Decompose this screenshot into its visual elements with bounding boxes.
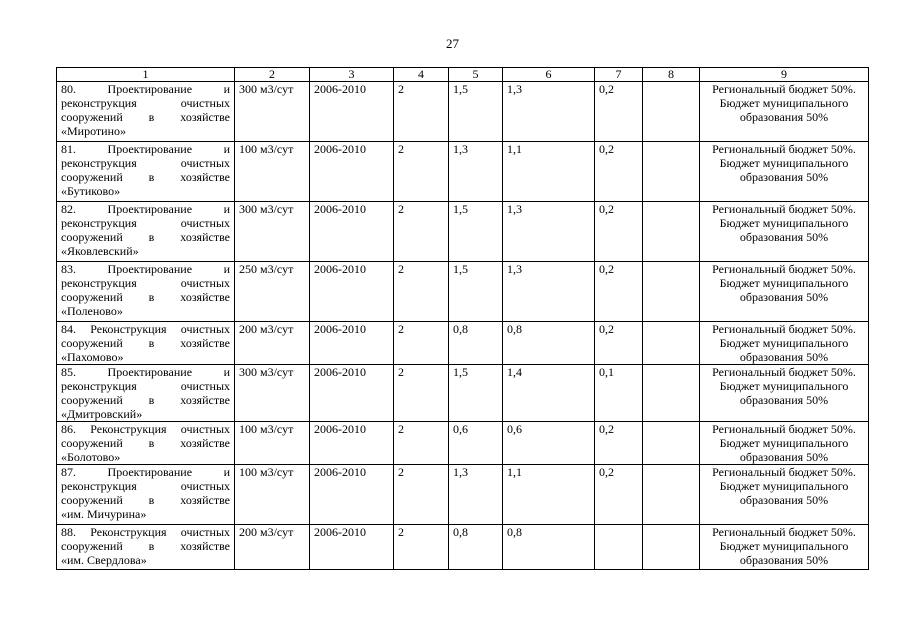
cell-c3: 2006-2010: [310, 82, 394, 142]
cell-c6: 0,8: [503, 322, 595, 365]
measure-name-line: реконструкция очистных: [61, 96, 230, 110]
table-row: [57, 465, 869, 525]
funding-source-line: Региональный бюджет 50%.: [712, 202, 856, 216]
cell-c6: 1,1: [503, 142, 595, 202]
funding-source-line: Региональный бюджет 50%.: [712, 465, 856, 479]
cell-c3: 2006-2010: [310, 202, 394, 262]
measure-name-line: сооружений в хозяйстве: [61, 290, 230, 304]
measure-name-line: реконструкция очистных: [61, 479, 230, 493]
measure-name-line: реконструкция очистных: [61, 379, 230, 393]
measure-object-name: «Дмитровский»: [61, 407, 143, 421]
table-row: [57, 322, 869, 365]
measure-object-name: «Поленово»: [61, 304, 123, 318]
cell-c6: 1,4: [503, 365, 595, 422]
measure-name-line: реконструкция очистных: [61, 216, 230, 230]
measure-name-cell: [57, 262, 235, 322]
measure-name-cell: [57, 322, 235, 365]
cell-c7: 0,2: [595, 82, 643, 142]
cell-c5: 0,8: [449, 525, 503, 570]
cell-c2: 300 м3/сут: [235, 365, 310, 422]
funding-source-line: образования 50%: [739, 110, 829, 124]
funding-source-line: Региональный бюджет 50%.: [712, 262, 856, 276]
funding-source-line: образования 50%: [739, 493, 829, 507]
column-header: 5: [449, 68, 503, 82]
measure-name-line: сооружений в хозяйстве: [61, 230, 230, 244]
funding-source-line: образования 50%: [739, 170, 829, 184]
cell-c8: [643, 322, 700, 365]
funding-source-line: Бюджет муниципального: [719, 379, 849, 393]
measure-name-line: сооружений в хозяйстве: [61, 170, 230, 184]
funding-source-line: Региональный бюджет 50%.: [712, 82, 856, 96]
cell-c8: [643, 525, 700, 570]
measure-name-line: сооружений в хозяйстве: [61, 539, 230, 553]
table-row: [57, 262, 869, 322]
cell-c6: 1,3: [503, 262, 595, 322]
column-header: 6: [503, 68, 595, 82]
cell-c4: 2: [394, 365, 449, 422]
column-header: 9: [700, 68, 869, 82]
cell-c5: 1,5: [449, 365, 503, 422]
cell-c5: 1,5: [449, 82, 503, 142]
cell-c4: 2: [394, 82, 449, 142]
cell-c2: 100 м3/сут: [235, 142, 310, 202]
measure-name-line: реконструкция очистных: [61, 276, 230, 290]
column-number-row: [57, 68, 869, 82]
cell-c8: [643, 202, 700, 262]
measure-name-line: сооружений в хозяйстве: [61, 436, 230, 450]
table-row: [57, 142, 869, 202]
cell-c7: 0,2: [595, 322, 643, 365]
funding-source-line: Бюджет муниципального: [719, 479, 849, 493]
cell-c3: 2006-2010: [310, 322, 394, 365]
cell-c7: 0,2: [595, 465, 643, 525]
cell-c7: [595, 525, 643, 570]
funding-source-line: Региональный бюджет 50%.: [712, 322, 856, 336]
funding-source-cell: [700, 322, 869, 365]
cell-c7: 0,2: [595, 422, 643, 465]
funding-source-line: Региональный бюджет 50%.: [712, 422, 856, 436]
column-header: 3: [310, 68, 394, 82]
measure-object-name: «Яковлевский»: [61, 244, 139, 258]
funding-source-line: Региональный бюджет 50%.: [712, 525, 856, 539]
cell-c3: 2006-2010: [310, 365, 394, 422]
cell-c6: 1,3: [503, 82, 595, 142]
funding-source-cell: [700, 422, 869, 465]
funding-source-line: Бюджет муниципального: [719, 276, 849, 290]
funding-source-line: Бюджет муниципального: [719, 539, 849, 553]
measure-name-line: сооружений в хозяйстве: [61, 336, 230, 350]
cell-c8: [643, 365, 700, 422]
measure-name-line: сооружений в хозяйстве: [61, 110, 230, 124]
measure-name-line: 82. Проектирование и: [61, 202, 230, 216]
column-header: 2: [235, 68, 310, 82]
funding-source-cell: [700, 365, 869, 422]
funding-source-line: Бюджет муниципального: [719, 96, 849, 110]
cell-c4: 2: [394, 322, 449, 365]
funding-source-line: Бюджет муниципального: [719, 216, 849, 230]
funding-source-cell: [700, 465, 869, 525]
cell-c8: [643, 142, 700, 202]
cell-c7: 0,2: [595, 142, 643, 202]
cell-c2: 200 м3/сут: [235, 525, 310, 570]
program-table: [56, 67, 869, 570]
measure-name-line: 85. Проектирование и: [61, 365, 230, 379]
cell-c4: 2: [394, 525, 449, 570]
cell-c3: 2006-2010: [310, 142, 394, 202]
measure-name-line: 87. Проектирование и: [61, 465, 230, 479]
measure-name-line: 80. Проектирование и: [61, 82, 230, 96]
cell-c5: 1,3: [449, 142, 503, 202]
cell-c6: 1,1: [503, 465, 595, 525]
measure-name-cell: [57, 465, 235, 525]
cell-c7: 0,1: [595, 365, 643, 422]
funding-source-cell: [700, 142, 869, 202]
cell-c7: 0,2: [595, 262, 643, 322]
cell-c3: 2006-2010: [310, 262, 394, 322]
cell-c5: 1,5: [449, 202, 503, 262]
funding-source-cell: [700, 525, 869, 570]
measure-name-cell: [57, 365, 235, 422]
measure-name-line: 81. Проектирование и: [61, 142, 230, 156]
cell-c2: 100 м3/сут: [235, 422, 310, 465]
table-row: [57, 202, 869, 262]
measure-name-line: 86. Реконструкция очистных: [61, 422, 230, 436]
cell-c6: 0,8: [503, 525, 595, 570]
table-row: [57, 82, 869, 142]
funding-source-line: Региональный бюджет 50%.: [712, 365, 856, 379]
cell-c2: 200 м3/сут: [235, 322, 310, 365]
measure-object-name: «Миротино»: [61, 124, 127, 138]
cell-c6: 1,3: [503, 202, 595, 262]
cell-c4: 2: [394, 142, 449, 202]
table-row: [57, 422, 869, 465]
cell-c2: 100 м3/сут: [235, 465, 310, 525]
measure-name-cell: [57, 422, 235, 465]
measure-object-name: «Пахомово»: [61, 350, 124, 364]
cell-c7: 0,2: [595, 202, 643, 262]
column-header: 7: [595, 68, 643, 82]
measure-name-cell: [57, 82, 235, 142]
measure-name-line: 88. Реконструкция очистных: [61, 525, 230, 539]
cell-c8: [643, 422, 700, 465]
cell-c2: 250 м3/сут: [235, 262, 310, 322]
measure-object-name: «им. Свердлова»: [61, 553, 147, 567]
cell-c8: [643, 262, 700, 322]
measure-name-line: 84. Реконструкция очистных: [61, 322, 230, 336]
cell-c4: 2: [394, 202, 449, 262]
column-header: 8: [643, 68, 700, 82]
cell-c5: 1,5: [449, 262, 503, 322]
funding-source-line: Бюджет муниципального: [719, 436, 849, 450]
measure-object-name: «Бутиково»: [61, 184, 121, 198]
funding-source-cell: [700, 262, 869, 322]
page-number: 27: [446, 36, 459, 51]
cell-c8: [643, 465, 700, 525]
funding-source-line: образования 50%: [739, 450, 829, 464]
table-row: [57, 525, 869, 570]
column-header: 4: [394, 68, 449, 82]
cell-c4: 2: [394, 422, 449, 465]
cell-c5: 1,3: [449, 465, 503, 525]
column-header: 1: [57, 68, 235, 82]
funding-source-cell: [700, 82, 869, 142]
measure-name-line: сооружений в хозяйстве: [61, 493, 230, 507]
cell-c5: 0,6: [449, 422, 503, 465]
cell-c2: 300 м3/сут: [235, 82, 310, 142]
funding-source-line: образования 50%: [739, 350, 829, 364]
table-row: [57, 365, 869, 422]
cell-c4: 2: [394, 465, 449, 525]
cell-c3: 2006-2010: [310, 465, 394, 525]
measure-name-line: реконструкция очистных: [61, 156, 230, 170]
measure-name-line: 83. Проектирование и: [61, 262, 230, 276]
cell-c8: [643, 82, 700, 142]
cell-c5: 0,8: [449, 322, 503, 365]
funding-source-line: образования 50%: [739, 393, 829, 407]
measure-name-cell: [57, 142, 235, 202]
measure-object-name: «им. Мичурина»: [61, 507, 147, 521]
measure-name-cell: [57, 202, 235, 262]
table-body: [57, 82, 869, 570]
cell-c6: 0,6: [503, 422, 595, 465]
funding-source-line: Бюджет муниципального: [719, 156, 849, 170]
cell-c3: 2006-2010: [310, 525, 394, 570]
funding-source-line: образования 50%: [739, 290, 829, 304]
cell-c4: 2: [394, 262, 449, 322]
funding-source-line: образования 50%: [739, 230, 829, 244]
cell-c3: 2006-2010: [310, 422, 394, 465]
funding-source-cell: [700, 202, 869, 262]
funding-source-line: Региональный бюджет 50%.: [712, 142, 856, 156]
funding-source-line: Бюджет муниципального: [719, 336, 849, 350]
measure-object-name: «Болотово»: [61, 450, 121, 464]
measure-name-line: сооружений в хозяйстве: [61, 393, 230, 407]
measure-name-cell: [57, 525, 235, 570]
funding-source-line: образования 50%: [739, 553, 829, 567]
cell-c2: 300 м3/сут: [235, 202, 310, 262]
